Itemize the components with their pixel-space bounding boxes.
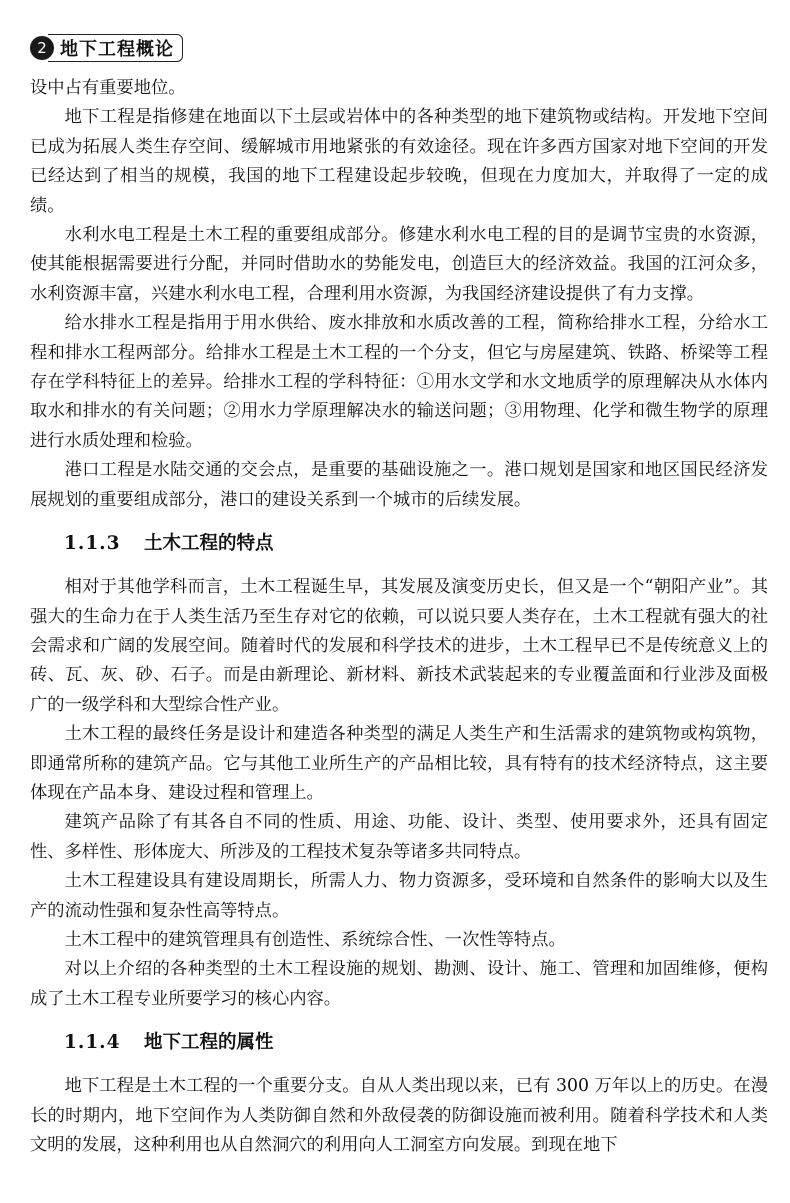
paragraph: 设中占有重要地位。 — [30, 78, 186, 98]
section-number: 1.1.4 — [64, 1032, 121, 1054]
paragraph: 土木工程中的建筑管理具有创造性、系统综合性、一次性等特点。 — [64, 929, 566, 950]
running-head — [30, 28, 768, 68]
section-number: 1.1.3 — [64, 533, 121, 555]
book-page — [30, 28, 768, 1160]
section-heading-1-1-3 — [30, 529, 768, 559]
paragraph: 给水排水工程是指用于用水供给、废水排放和水质改善的工程，简称给排水工程，分给水工程和排水工程两部分。给排水工程是土木工程的一个分支，但它与房屋建筑、铁路、桥梁等工程存在学科特征上的差异。给排水工程的学科特征：①用水文学和水文地质学的原理解决从水体内取水和排水的有关问题；②用水力学原理解决水的输送问题；③用物理、化学和微生物学的原理进行水质处理和检验。 — [30, 313, 768, 451]
running-title-frame — [48, 34, 183, 62]
paragraph: 地下工程是指修建在地面以下土层或岩体中的各种类型的地下建筑物或结构。开发地下空间已成为拓展人类生存空间、缓解城市用地紧张的有效途径。现在许多西方国家对地下空间的开发已经达到了相当的规模，我国的地下工程建设起步较晚，但现在力度加大，并取得了一定的成绩。 — [30, 107, 768, 216]
section-title: 地下工程的属性 — [144, 1032, 274, 1054]
section-heading-1-1-4 — [30, 1028, 768, 1058]
paragraph: 水利水电工程是土木工程的重要组成部分。修建水利水电工程的目的是调节宝贵的水资源，使其能根据需要进行分配，并同时借助水的势能发电，创造巨大的经济效益。我国的江河众多，水利资源丰富，兴建水利水电工程，合理利用水资源，为我国经济建设提供了有力支撑。 — [30, 225, 768, 304]
section-title: 土木工程的特点 — [144, 533, 274, 555]
page-number: 2 — [30, 36, 54, 60]
running-title: 地下工程概论 — [60, 39, 174, 60]
paragraph: 港口工程是水陆交通的交会点，是重要的基础设施之一。港口规划是国家和地区国民经济发展规划的重要组成部分，港口的建设关系到一个城市的后续发展。 — [30, 460, 768, 510]
paragraph: 对以上介绍的各种类型的土木工程设施的规划、勘测、设计、施工、管理和加固维修，便构成了土木工程专业所要学习的核心内容。 — [30, 959, 768, 1009]
paragraph: 地下工程是土木工程的一个重要分支。自从人类出现以来，已有 300 万年以上的历史。在漫长的时期内，地下空间作为人类防御自然和外敌侵袭的防御设施而被利用。随着科学技术和人类文明的发展，这种利用也从自然洞穴的利用向人工洞室方向发展。到现在地下 — [30, 1076, 768, 1155]
paragraph: 土木工程的最终任务是设计和建造各种类型的满足人类生产和生活需求的建筑物或构筑物，即通常所称的建筑产品。它与其他工业所生产的产品相比较，具有特有的技术经济特点，这主要体现在产品本身、建设过程和管理上。 — [30, 724, 768, 803]
paragraph: 相对于其他学科而言，土木工程诞生早，其发展及演变历史长，但又是一个“朝阳产业”。其强大的生命力在于人类生活乃至生存对它的依赖，可以说只要人类存在，土木工程就有强大的社会需求和广阔的发展空间。随着时代的发展和科学技术的进步，土木工程早已不是传统意义上的砖、瓦、灰、砂、石子。而是由新理论、新材料、新技术武装起来的专业覆盖面和行业涉及面极广的一级学科和大型综合性产业。 — [30, 577, 768, 715]
paragraph: 建筑产品除了有其各自不同的性质、用途、功能、设计、类型、使用要求外，还具有固定性、多样性、形体庞大、所涉及的工程技术复杂等诸多共同特点。 — [30, 812, 768, 862]
paragraph: 土木工程建设具有建设周期长，所需人力、物力资源多，受环境和自然条件的影响大以及生产的流动性强和复杂性高等特点。 — [30, 871, 768, 921]
